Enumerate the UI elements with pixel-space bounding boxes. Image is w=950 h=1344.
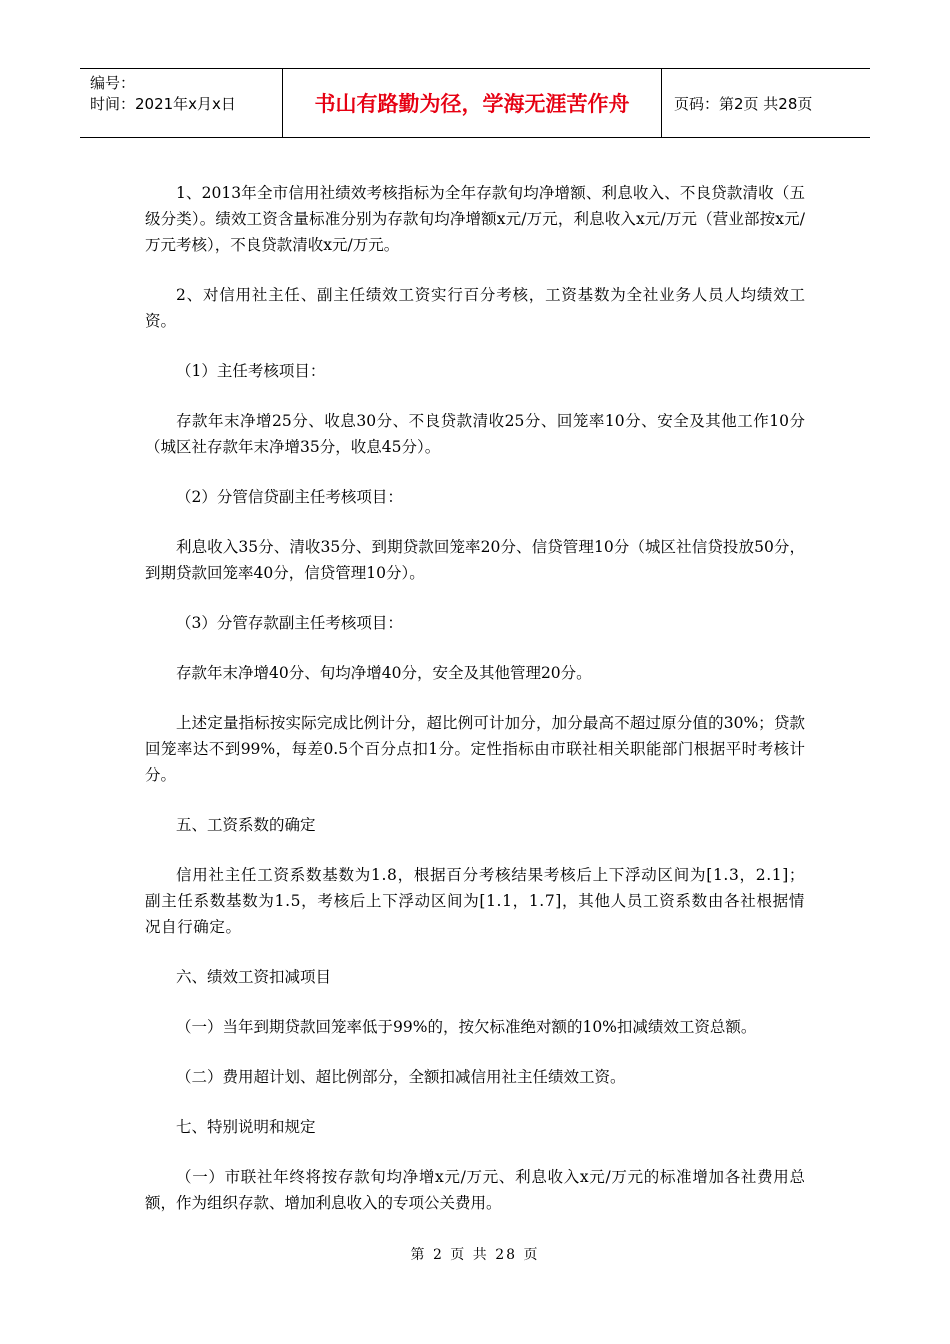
paragraph-2: 2、对信用社主任、副主任绩效工资实行百分考核，工资基数为全社业务人员人均绩效工资。 <box>145 286 805 330</box>
paragraph-scoring-rules: 上述定量指标按实际完成比例计分，超比例可计加分，加分最高不超过原分值的30%；贷款回笼率达不到99%，每差0.5个百分点扣1分。定性指标由市联社相关职能部门根据平时考核计分。 <box>145 714 805 784</box>
subheading-director-items: （1）主任考核项目： <box>176 362 326 380</box>
section-heading-6: 六、绩效工资扣减项目 <box>176 968 332 986</box>
paragraph-deduction-1: （一）当年到期贷款回笼率低于99%的，按欠标准绝对额的10%扣减绩效工资总额。 <box>176 1018 757 1036</box>
paragraph-deposit-deputy-scores: 存款年末净增40分、旬均净增40分，安全及其他管理20分。 <box>176 664 592 682</box>
section-heading-5: 五、工资系数的确定 <box>176 816 316 834</box>
document-time-label: 时间：2021年x月x日 <box>90 95 236 113</box>
paragraph-1: 1、2013年全市信用社绩效考核指标为全年存款旬均净增额、利息收入、不良贷款清收（五级分类）。绩效工资含量标准分别为存款旬均净增额x元/万元，利息收入x元/万元（营业部按x元/万元考核），不良贷款清收x元/万元。 <box>145 184 805 254</box>
section-heading-7: 七、特别说明和规定 <box>176 1118 316 1136</box>
header-motto: 书山有路勤为径，学海无涯苦作舟 <box>282 69 662 137</box>
paragraph-director-scores: 存款年末净增25分、收息30分、不良贷款清收25分、回笼率10分、安全及其他工作10分（城区社存款年末净增35分，收息45分）。 <box>145 412 805 456</box>
paragraph-special-1: （一）市联社年终将按存款旬均净增x元/万元、利息收入x元/万元的标准增加各社费用总额，作为组织存款、增加利息收入的专项公关费用。 <box>145 1168 805 1212</box>
subheading-deposit-deputy-items: （3）分管存款副主任考核项目： <box>176 614 403 632</box>
header-meta <box>80 69 282 137</box>
header-page-label: 页码：第2页 共28页 <box>674 94 813 113</box>
document-body <box>145 180 805 1240</box>
page-footer: 第 2 页 共 28 页 <box>410 1247 540 1263</box>
subheading-credit-deputy-items: （2）分管信贷副主任考核项目： <box>176 488 403 506</box>
paragraph-credit-deputy-scores: 利息收入35分、清收35分、到期贷款回笼率20分、信贷管理10分（城区社信贷投放50分，到期贷款回笼率40分，信贷管理10分）。 <box>145 538 805 582</box>
document-number-label: 编号： <box>90 74 136 92</box>
paragraph-salary-coefficient: 信用社主任工资系数基数为1.8，根据百分考核结果考核后上下浮动区间为[1.3，2.1]；副主任系数基数为1.5，考核后上下浮动区间为[1.1，1.7]，其他人员工资系数由各社根据情况自行确定。 <box>145 866 805 936</box>
page-header <box>80 68 870 138</box>
paragraph-deduction-2: （二）费用超计划、超比例部分，全额扣减信用社主任绩效工资。 <box>176 1068 626 1086</box>
